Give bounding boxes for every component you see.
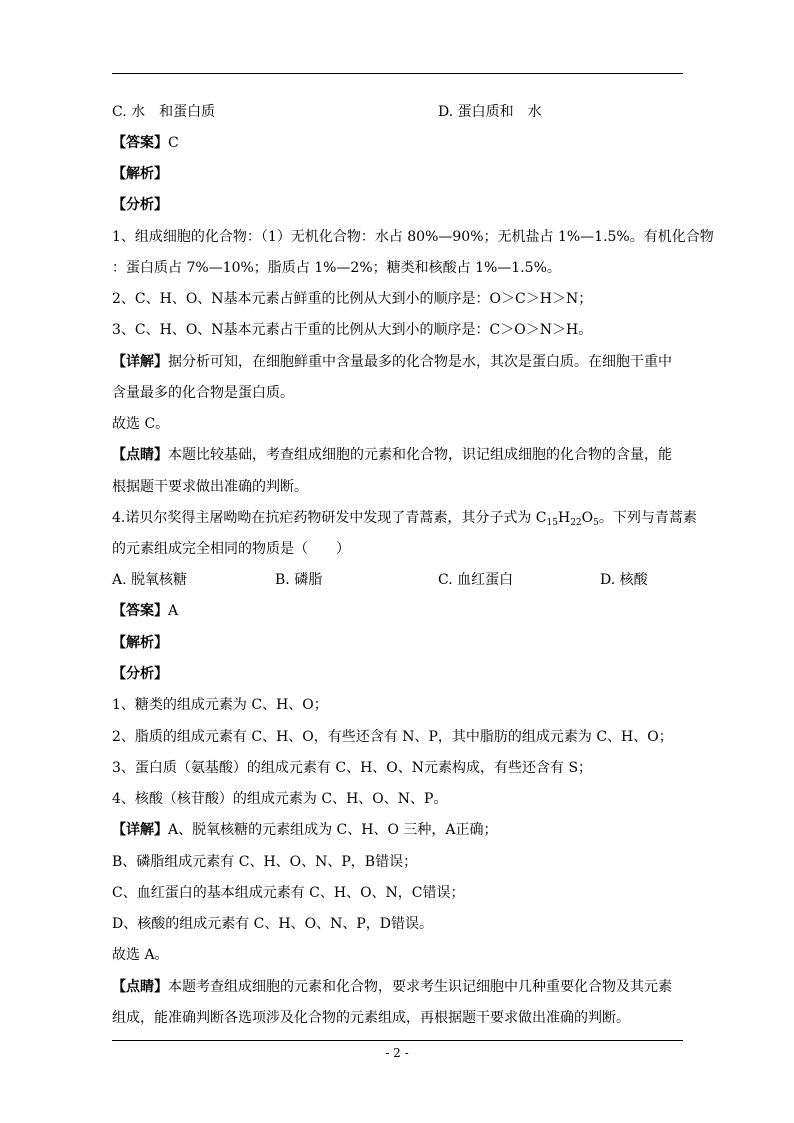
q4-tip-b: 组成，能准确判断各选项涉及化合物的元素组成，再根据题干要求做出准确的判断。: [112, 1010, 630, 1026]
q3-analysis-3: 3、C、H、O、N基本元素占干重的比例从大到小的顺序是：C＞O＞N＞H。: [112, 322, 593, 338]
q4-analysis-1: 1、糖类的组成元素为 C、H、O；: [112, 697, 328, 713]
formula-subscript: 15: [546, 518, 558, 528]
page-number: - 2 -: [385, 1046, 409, 1060]
q4-analysis-2: 2、脂质的组成元素有 C、H、O，有些还含有 N、P，其中脂肪的组成元素为 C、H、O；: [112, 729, 673, 745]
q4-fenxi-tag: 【分析】: [112, 666, 168, 682]
q4-stem-a: [112, 508, 697, 528]
q4-detail-a: [112, 820, 498, 840]
q3-option-c: C. 水 和蛋白质: [112, 104, 216, 120]
detail-text: 据分析可知，在细胞鲜重中含量最多的化合物是水，其次是蛋白质。在细胞干重中: [168, 354, 672, 370]
q3-answer: [112, 133, 179, 153]
formula-element: H: [557, 510, 571, 526]
q3-analysis-1b: ：蛋白质占 7%—10%；脂质占 1%—2%；糖类和核酸占 1%—1.5%。: [112, 260, 561, 276]
answer-tag: 【答案】: [112, 135, 168, 151]
tip-tag: 【点睛】: [112, 979, 168, 995]
q4-answer: [112, 601, 178, 621]
q4-detail-c: C、血红蛋白的基本组成元素有 C、H、O、N，C错误；: [112, 885, 465, 901]
q4-tip-a: [112, 977, 672, 997]
formula-subscript: 22: [570, 518, 582, 528]
q3-analysis-1a: 1、组成细胞的化合物：（1）无机化合物：水占 80%—90%；无机盐占 1%—1.5%。有机化合物: [112, 229, 714, 245]
answer-value: C: [168, 135, 179, 151]
stem-text: 。下列与青蒿素: [598, 510, 697, 526]
formula-element: O: [581, 510, 594, 526]
tip-text: 本题考查组成细胞的元素和化合物，要求考生识记细胞中几种重要化合物及其元素: [168, 979, 672, 995]
q4-option-a: A. 脱氧核糖: [112, 572, 188, 588]
q4-stem-b: 的元素组成完全相同的物质是（ ）: [112, 541, 350, 557]
detail-tag: 【详解】: [112, 822, 168, 838]
formula-subscript: 5: [593, 518, 599, 528]
q3-tip-b: 根据题干要求做出准确的判断。: [112, 479, 308, 495]
header-rule: [112, 73, 683, 74]
q4-option-c: C. 血红蛋白: [438, 572, 514, 588]
q4-jiexi-tag: 【解析】: [112, 635, 168, 651]
q4-detail-d: D、核酸的组成元素有 C、H、O、N、P，D错误。: [112, 916, 433, 932]
q4-option-d: D. 核酸: [600, 572, 648, 588]
detail-text: A、脱氧核糖的元素组成为 C、H、O 三种，A正确；: [168, 822, 498, 838]
q4-analysis-4: 4、核酸（核苷酸）的组成元素为 C、H、O、N、P。: [112, 791, 448, 807]
q4-analysis-3: 3、蛋白质（氨基酸）的组成元素有 C、H、O、N元素构成，有些还含有 S；: [112, 760, 593, 776]
q3-tip-a: [112, 445, 672, 465]
answer-tag: 【答案】: [112, 603, 168, 619]
q3-jiexi-tag: 【解析】: [112, 166, 168, 182]
q3-analysis-2: 2、C、H、O、N基本元素占鲜重的比例从大到小的顺序是：O＞C＞H＞N；: [112, 291, 593, 307]
q3-option-d: D. 蛋白质和 水: [438, 104, 542, 120]
answer-value: A: [168, 603, 179, 619]
stem-text: 4.诺贝尔奖得主屠呦呦在抗疟药物研发中发现了青蒿素，其分子式为 C: [112, 510, 547, 526]
q4-choose: 故选 A。: [112, 947, 169, 963]
q3-detail-b: 含量最多的化合物是蛋白质。: [112, 385, 294, 401]
q3-choose: 故选 C。: [112, 416, 170, 432]
q3-fenxi-tag: 【分析】: [112, 197, 168, 213]
tip-text: 本题比较基础，考查组成细胞的元素和化合物，识记组成细胞的化合物的含量，能: [168, 447, 672, 463]
q4-detail-b: B、磷脂组成元素有 C、H、O、N、P，B错误；: [112, 854, 418, 870]
detail-tag: 【详解】: [112, 354, 168, 370]
footer-rule: [112, 1040, 683, 1041]
tip-tag: 【点睛】: [112, 447, 168, 463]
q4-option-b: B. 磷脂: [275, 572, 323, 588]
q3-detail-a: [112, 352, 672, 372]
